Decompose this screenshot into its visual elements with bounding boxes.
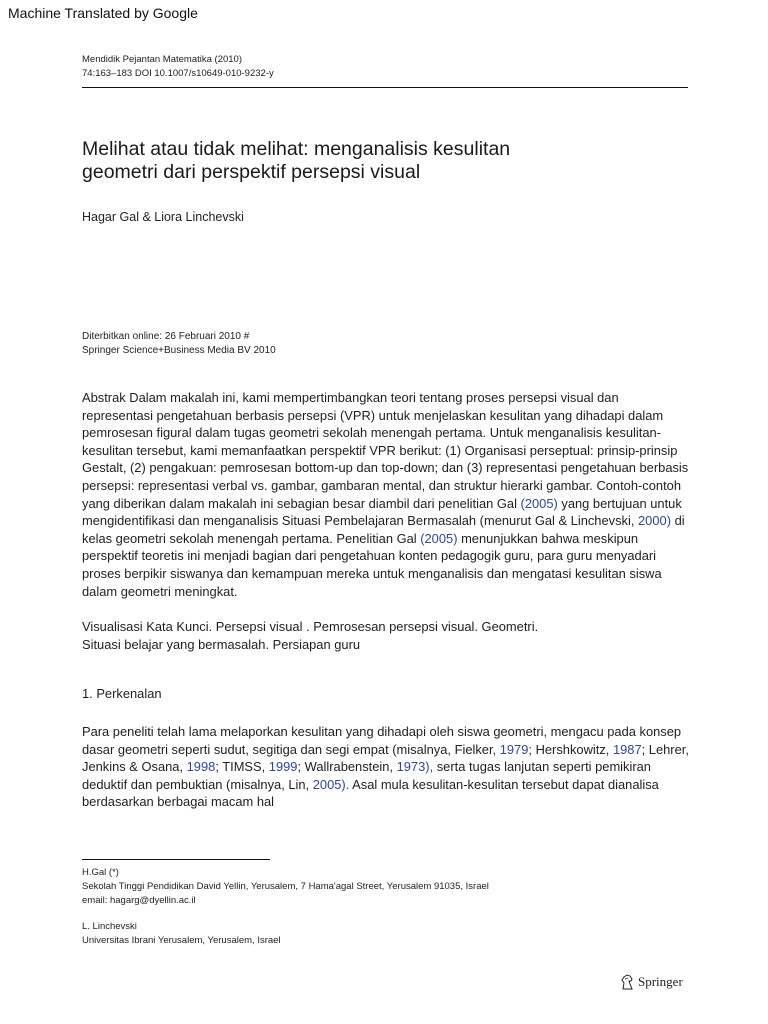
citation-link[interactable]: 1979: [499, 741, 529, 757]
footnote-rule: [82, 859, 270, 860]
citation-link[interactable]: 2005).: [312, 776, 350, 792]
journal-info: [82, 53, 274, 81]
body-text: ; Lehrer, Jenkins & Osana,: [82, 741, 689, 775]
journal-reference: 74:163–183 DOI 10.1007/s10649-010-9232-y: [82, 68, 274, 79]
footnote-line: H.Gal (*): [82, 867, 119, 878]
citation-link[interactable]: 2000): [638, 513, 671, 529]
header-rule: [82, 87, 688, 88]
title-line-1: Melihat atau tidak melihat: menganalisis kesulitan: [82, 138, 511, 160]
citation-link[interactable]: (2005): [420, 530, 458, 546]
citation-link[interactable]: (2005): [520, 495, 558, 511]
copyright: Springer Science+Business Media BV 2010: [82, 345, 276, 356]
paper-title: [82, 138, 682, 184]
citation-link[interactable]: 1999: [268, 759, 298, 775]
citation-link[interactable]: 1998: [186, 759, 216, 775]
journal-name: Mendidik Pejantan Matematika (2010): [82, 54, 243, 65]
keywords-line-1: Visualisasi Kata Kunci. Persepsi visual . Pemrosesan persepsi visual. Geometri.: [82, 619, 539, 634]
abstract-text: Abstrak Dalam makalah ini, kami mempertimbangkan teori tentang proses persepsi visual dan representasi pengetahuan berbasis persepsi (VPR) untuk menjelaskan kesulitan yang dihadapi dalam pemrosesan figural dalam tugas geometri sekolah menengah pertama. Untuk menganalisis kesulitan-kesulitan tersebut, kami memanfaatkan perspektif VPR berikut: (1) Organisasi perseptual: prinsip-prinsip Gestalt, (2) pengakuan: pemrosesan bottom-up dan top-down; dan (3) representasi pengetahuan berbasis persepsi: representasi verbal vs. gambar, gambaran mental, dan struktur hierarki gambar. Contoh-contoh yang diberikan dalam makalah ini sebagian besar diambil dari penelitian Gal: [82, 390, 689, 511]
body-text: serta tugas lanjutan seperti pemikiran deduktif dan pembuktian (misalnya, Lin,: [82, 759, 651, 792]
body-text: ; Wallrabenstein,: [297, 759, 397, 775]
footnote-line: Sekolah Tinggi Pendidikan David Yellin, Yerusalem, 7 Hama'agal Street, Yerusalem 91035, Israel: [82, 881, 489, 892]
citation-link[interactable]: 1973),: [396, 759, 434, 775]
footnote-line: Universitas Ibrani Yerusalem, Yerusalem, Israel: [82, 935, 281, 946]
footnote-author-1: [82, 866, 489, 908]
keywords-line-2: Situasi belajar yang bermasalah. Persiapan guru: [82, 636, 361, 652]
footnote-author-2: [82, 920, 281, 948]
body-text: ; TIMSS,: [215, 759, 269, 775]
intro-paragraph: [82, 723, 692, 811]
published-date: Diterbitkan online: 26 Februari 2010 #: [82, 331, 250, 342]
body-text: Para peneliti telah lama melaporkan kesulitan yang dihadapi oleh siswa geometri, mengacu pada konsep dasar geometri seperti sudut, segitiga dan segi empat (misalnya, Fielker,: [82, 724, 682, 757]
footnote-email[interactable]: email: hagarg@dyellin.ac.il: [82, 895, 196, 906]
abstract-text: yang bertujuan untuk mengidentifikasi dan menganalisis Situasi Pembelajaran Bermasalah (menurut Gal & Linchevski,: [82, 495, 682, 529]
abstract: [82, 389, 692, 600]
abstract-text: di kelas geometri sekolah menengah pertama. Penelitian Gal: [82, 513, 685, 546]
footnote-line: L. Linchevski: [82, 921, 137, 932]
keywords: [82, 618, 692, 653]
machine-translation-banner: Machine Translated by Google: [8, 5, 198, 21]
springer-logo: [620, 974, 683, 990]
springer-wordmark: Springer: [638, 974, 683, 989]
abstract-text: menunjukkan bahwa meskipun perspektif teoretis ini menjadi bagian dari pengetahuan konten pedagogik guru, para guru menyadari proses berpikir siswanya dan kemampuan mereka untuk menganalisis dan mengatasi kesulitan siswa dalam geometri meningkat.: [82, 530, 662, 599]
citation-link[interactable]: 1987: [612, 741, 642, 757]
springer-horse-icon: [620, 974, 635, 990]
publication-info: [82, 330, 276, 358]
section-heading: 1. Perkenalan: [82, 686, 162, 701]
body-text: Asal mula kesulitan-kesulitan tersebut dapat dianalisa berdasarkan berbagai macam hal: [82, 776, 659, 810]
authors: Hagar Gal & Liora Linchevski: [82, 210, 244, 224]
body-text: ; Hershkowitz,: [528, 741, 613, 757]
title-line-2: geometri dari perspektif persepsi visual: [82, 161, 421, 183]
